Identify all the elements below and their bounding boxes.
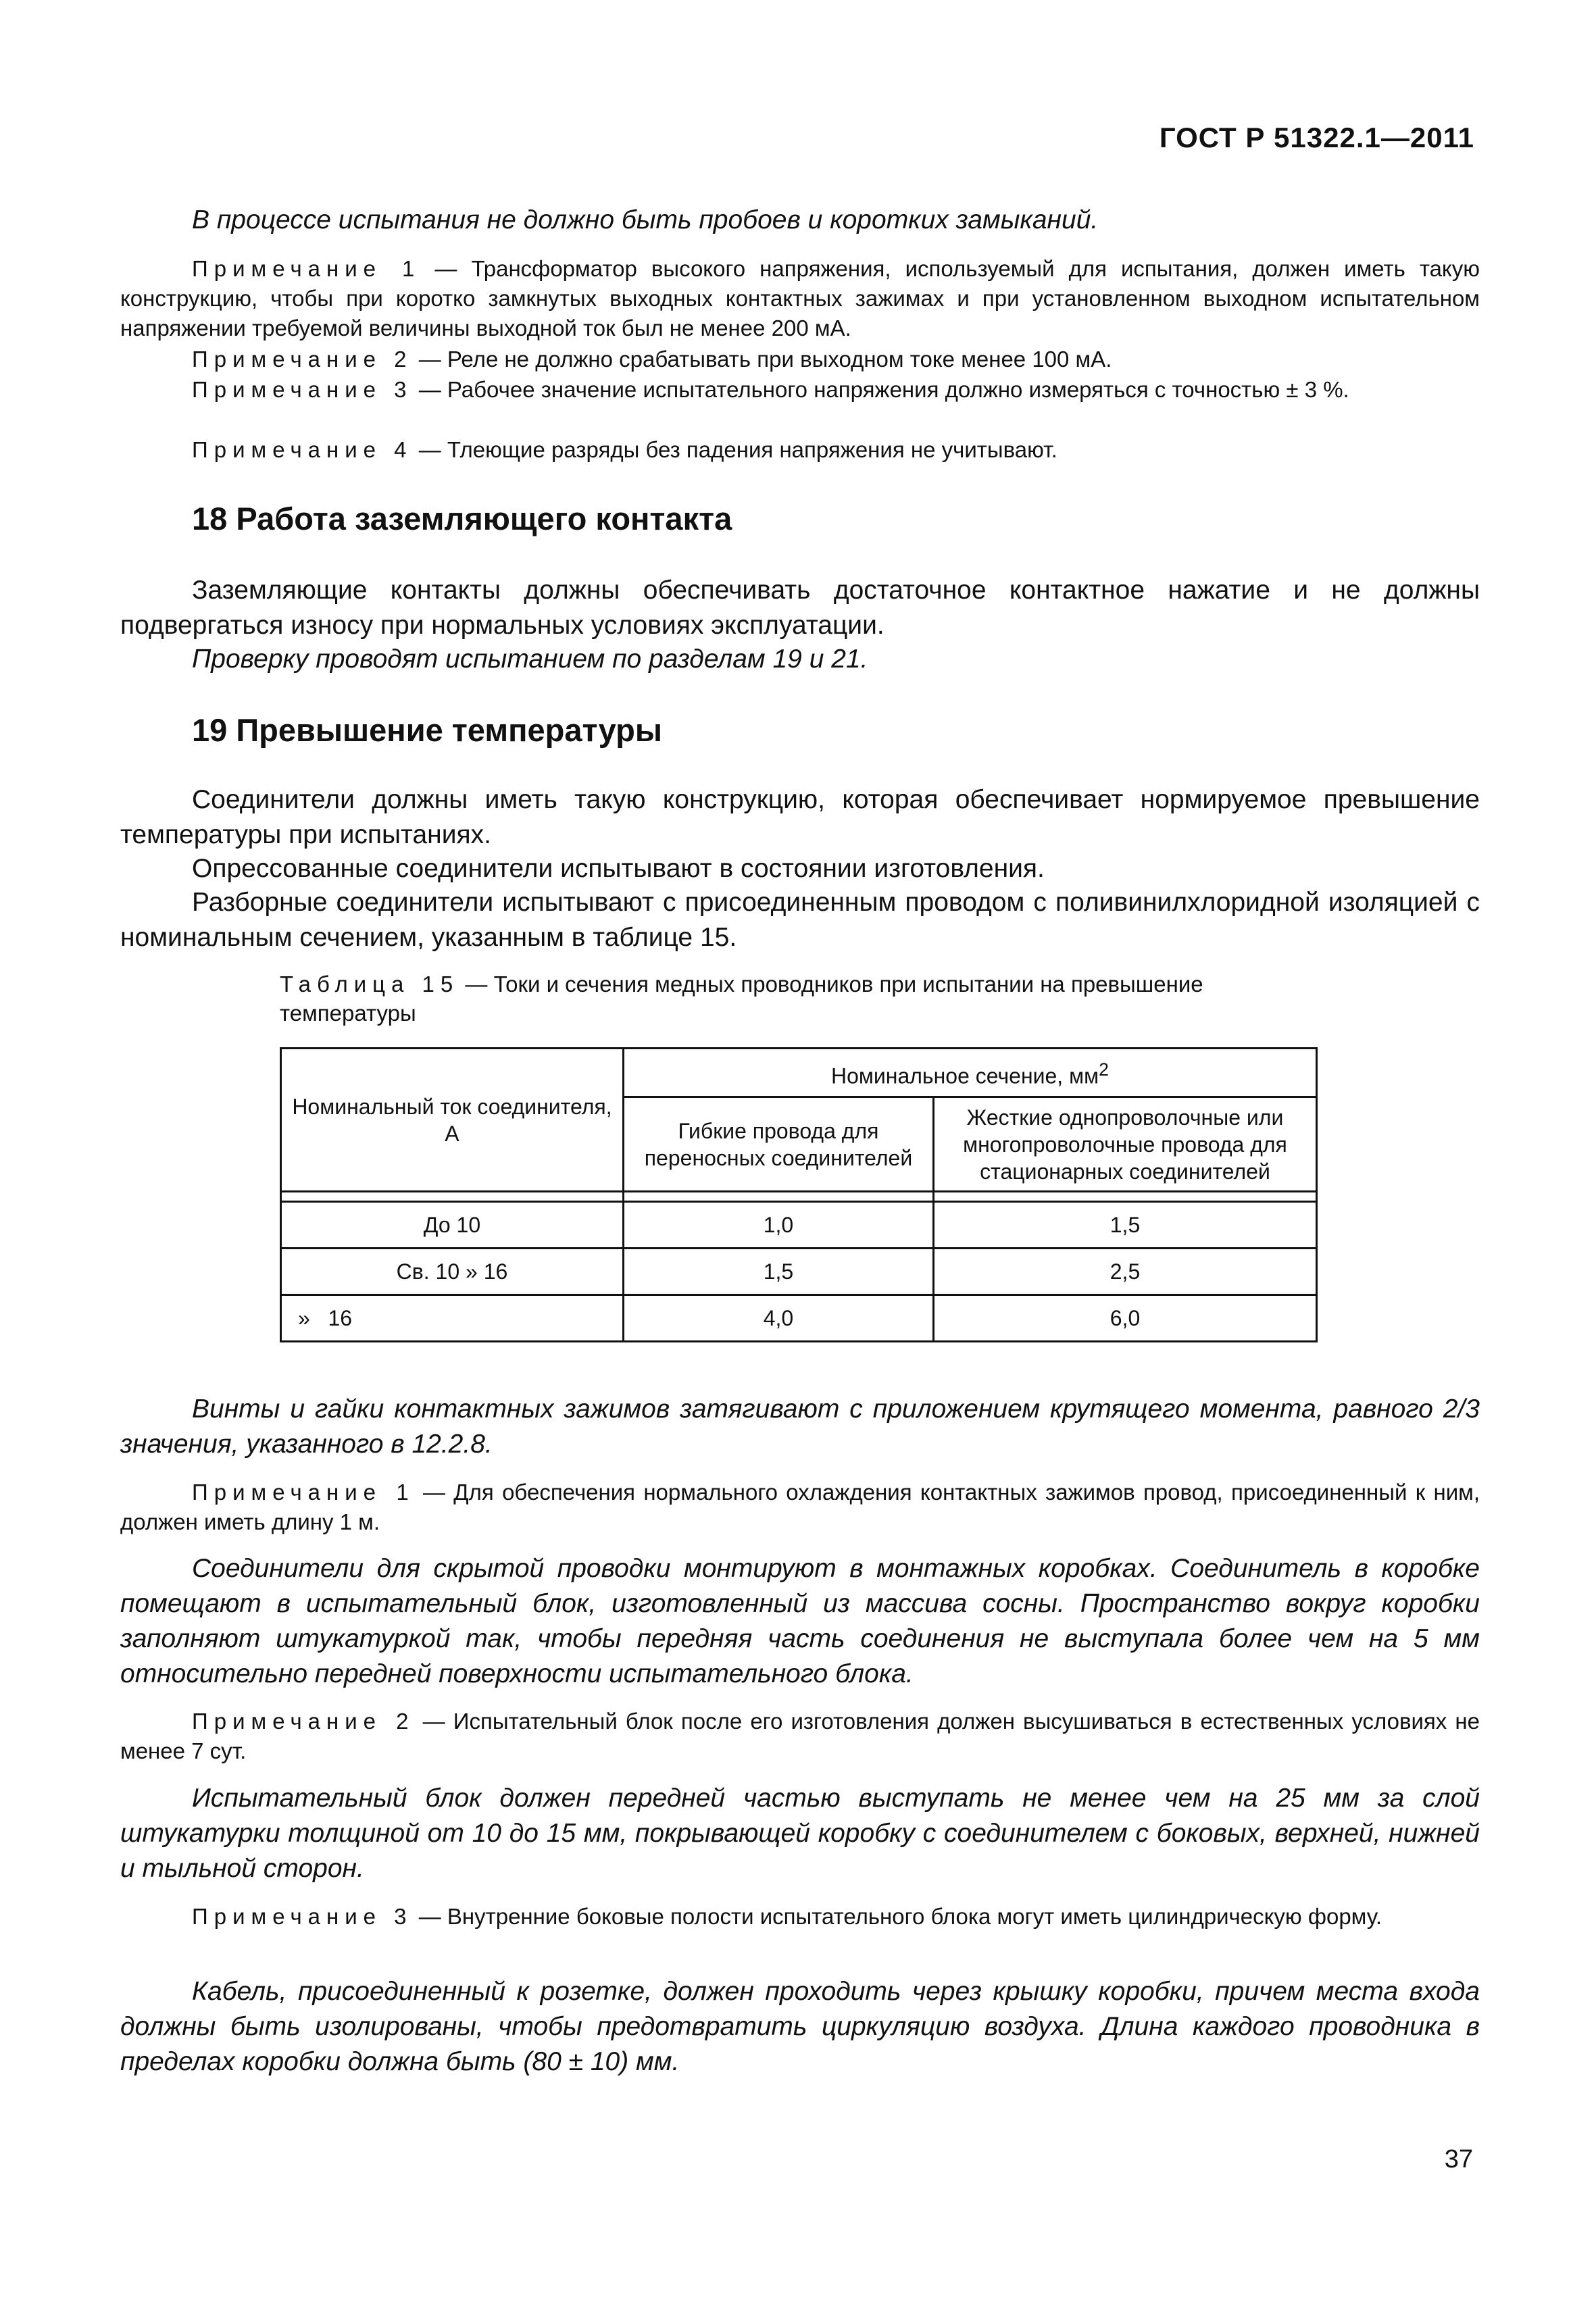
section-19-paragraph-2: Опрессованные соединители испытывают в состоянии изготовления. — [192, 854, 1045, 883]
cell-rigid: 1,5 — [934, 1202, 1317, 1249]
section-18-check: Проверку проводят испытанием по разделам 19 и 21. — [192, 645, 868, 674]
note-after-2 — [120, 1707, 1480, 1766]
section-19-paragraph-3: Разборные соединители испытывают с присоединенным проводом с поливинилхлоридной изоляцией с номинальным сечением, указанным в таблице 15. — [120, 888, 1480, 952]
table-caption-label: Таблица 15 — [280, 972, 459, 997]
note-4 — [120, 435, 1480, 465]
note-2 — [120, 345, 1480, 374]
note-after-3 — [120, 1902, 1480, 1932]
section-18-body: Заземляющие контакты должны обеспечивать достаточное контактное нажатие и не должны подвергаться износу при нормальных условиях эксплуатации. — [120, 576, 1480, 640]
section-unit-superscript: 2 — [1099, 1059, 1109, 1080]
screws-statement: Винты и гайки контактных зажимов затягивают с приложением крутящего момента, равного 2/3 значения, указанного в 12.2.8. — [120, 1394, 1480, 1459]
test-statement: В процессе испытания не должно быть пробоев и коротких замыканий. — [192, 205, 1099, 234]
note-label: Примечание 1 — [192, 1480, 415, 1505]
note-1 — [120, 254, 1480, 343]
section-19-heading: 19 Превышение температуры — [192, 712, 663, 748]
note-label: Примечание 2 — [192, 1709, 415, 1734]
cell-current: » 16 — [281, 1295, 624, 1342]
note-text: — Испытательный блок после его изготовления должен высушиваться в естественных условиях не менее 7 сут. — [120, 1709, 1480, 1763]
cell-flexible: 1,0 — [623, 1202, 933, 1249]
header-rigid-wires: Жесткие однопроволочные или многопроволочные провода для стационарных соединителей — [934, 1097, 1317, 1192]
header-flexible-wires: Гибкие провода для переносных соединителей — [623, 1097, 933, 1192]
note-text: — Тлеющие разряды без падения напряжения не учитывают. — [412, 437, 1057, 462]
table-caption-text: — Токи и сечения медных проводников при испытании на превышение температуры — [280, 972, 1203, 1026]
section-18-heading: 18 Работа заземляющего контакта — [192, 501, 732, 536]
document-id: ГОСТ Р 51322.1—2011 — [1159, 122, 1474, 153]
note-label: Примечание 3 — [192, 377, 413, 402]
cell-rigid: 2,5 — [934, 1249, 1317, 1295]
note-after-1 — [120, 1478, 1480, 1537]
table-15-caption — [280, 970, 1307, 1028]
note-label: Примечание 4 — [192, 437, 413, 462]
note-text: — Для обеспечения нормального охлаждения контактных зажимов провод, присоединенный к ним, должен иметь длину 1 м. — [120, 1480, 1480, 1534]
cell-current: До 10 — [281, 1202, 624, 1249]
note-text: — Внутренние боковые полости испытательного блока могут иметь цилиндрическую форму. — [412, 1904, 1382, 1929]
cell-current: Св. 10 » 16 — [281, 1249, 624, 1295]
cell-rigid: 6,0 — [934, 1295, 1317, 1342]
table-15 — [280, 1047, 1318, 1342]
note-label: Примечание 1 — [192, 256, 421, 281]
cell-flexible: 1,5 — [623, 1249, 933, 1295]
header-nominal-current: Номинальный ток соединителя, А — [281, 1049, 624, 1192]
cell-flexible: 4,0 — [623, 1295, 933, 1342]
page-number: 37 — [1444, 2145, 1473, 2173]
hidden-wiring-statement: Соединители для скрытой проводки монтируют в монтажных коробках. Соединитель в коробке помещают в испытательный блок, изготовленный из массива сосны. Пространство вокруг коробки заполняют штукатуркой так, чтобы передняя часть соединения не выступала более чем на 5 мм относительно передней поверхности испытательного блока. — [120, 1554, 1480, 1688]
note-label: Примечание 2 — [192, 347, 413, 372]
table-row — [281, 1202, 1317, 1249]
section-19-paragraph-1: Соединители должны иметь такую конструкцию, которая обеспечивает нормируемое превышение температуры при испытаниях. — [120, 785, 1480, 849]
header-nominal-section: Номинальное сечение, $мм^2$ — [623, 1049, 1316, 1097]
note-text: — Реле не должно срабатывать при выходном токе менее 100 мА. — [412, 347, 1112, 372]
note-label: Примечание 3 — [192, 1904, 413, 1929]
table-row — [281, 1249, 1317, 1295]
note-3 — [120, 375, 1480, 405]
note-text: — Трансформатор высокого напряжения, используемый для испытания, должен иметь такую конструкцию, чтобы при коротко замкнутых выходных контактных зажимах и при установленном выходном испытательном напряжении требуемой величины выходной ток был не менее 200 мА. — [120, 256, 1480, 341]
test-block-statement: Испытательный блок должен передней частью выступать не менее чем на 25 мм за слой штукатурки толщиной от 10 до 15 мм, покрывающей коробку с соединителем с боковых, верхней, нижней и тыльной сторон. — [120, 1784, 1480, 1883]
table-row — [281, 1295, 1317, 1342]
note-text: — Рабочее значение испытательного напряжения должно измеряться с точностью ± 3 %. — [412, 377, 1349, 402]
cable-statement: Кабель, присоединенный к розетке, должен проходить через крышку коробки, причем места входа должны быть изолированы, чтобы предотвратить циркуляцию воздуха. Длина каждого проводника в пределах коробки должна быть (80 ± 10) мм. — [120, 1977, 1480, 2076]
